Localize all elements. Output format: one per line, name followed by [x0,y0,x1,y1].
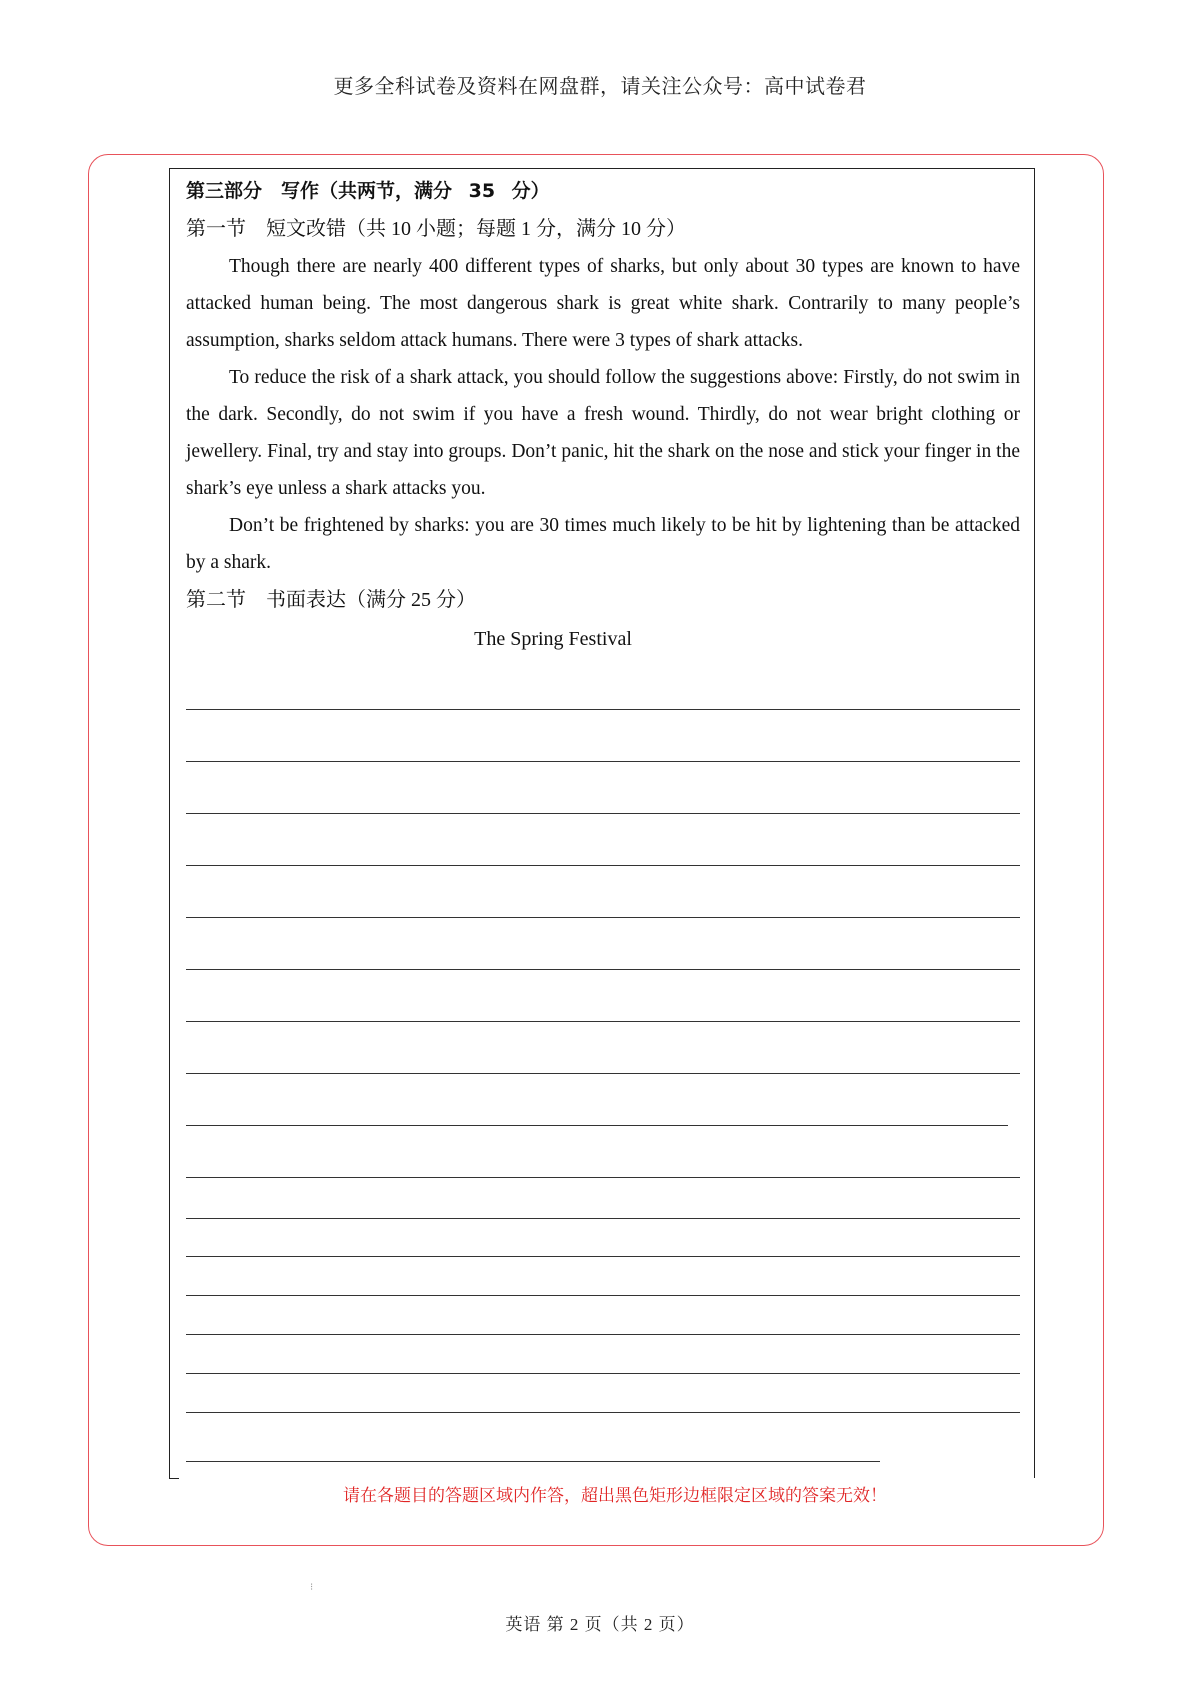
writing-line[interactable] [186,1073,1020,1074]
writing-section-content [186,172,1020,659]
writing-line[interactable] [186,1218,1020,1219]
section1-label: 第一节 [186,218,246,240]
writing-line[interactable] [186,1177,1020,1178]
writing-line[interactable] [186,813,1020,814]
page-footer: 英语 第 2 页（共 2 页） [505,1615,695,1634]
writing-line[interactable] [186,1412,1020,1413]
writing-line[interactable] [186,1125,1008,1126]
section1-heading [186,210,1020,248]
top-notice: 更多全科试卷及资料在网盘群，请关注公众号：高中试卷君 [333,76,867,98]
part-title: 第三部分 写作（共两节，满分 35 分） [186,180,550,202]
writing-line[interactable] [186,1295,1020,1296]
writing-line[interactable] [186,1373,1020,1374]
section1-title: 短文改错（共 10 小题；每题 1 分，满分 10 分） [266,218,686,240]
section2-label: 第二节 [186,589,246,611]
writing-line[interactable] [186,1021,1020,1022]
answer-box-corner-mark [169,1478,179,1479]
writing-line[interactable] [186,709,1020,710]
writing-line[interactable] [186,1256,1020,1257]
writing-line[interactable] [186,761,1020,762]
essay-title: The Spring Festival [474,628,632,650]
writing-line[interactable] [186,1461,880,1462]
writing-line[interactable] [186,969,1020,970]
section2-title: 书面表达（满分 25 分） [266,589,476,611]
answer-area-warning: 请在各题目的答题区域内作答，超出黑色矩形边框限定区域的答案无效！ [343,1486,887,1505]
writing-line[interactable] [186,917,1020,918]
passage-paragraph-1: Though there are nearly 400 different types of sharks, but only about 30 types are known to have attacked human being. The most dangerous shark is great white shark. Contrarily to many people’s assumption, sharks seldom attack humans. There were 3 types of shark attacks. [186,256,1020,351]
writing-line[interactable] [186,865,1020,866]
passage-paragraph-3: Don’t be frightened by sharks: you are 30 times much likely to be hit by lightening than be attacked by a shark. [186,515,1020,573]
scan-dots: ⁝ [310,1582,314,1593]
writing-line[interactable] [186,1334,1020,1335]
passage-paragraph-2: To reduce the risk of a shark attack, you should follow the suggestions above: Firstly, do not swim in the dark. Secondly, do not swim if you have a fresh wound. Thirdly, do not wear bright clothing or jewellery. Final, try and stay into groups. Don’t panic, hit the shark on the nose and stick your finger in the shark’s eye unless a shark attacks you. [186,367,1020,499]
section2-heading [186,581,1020,619]
